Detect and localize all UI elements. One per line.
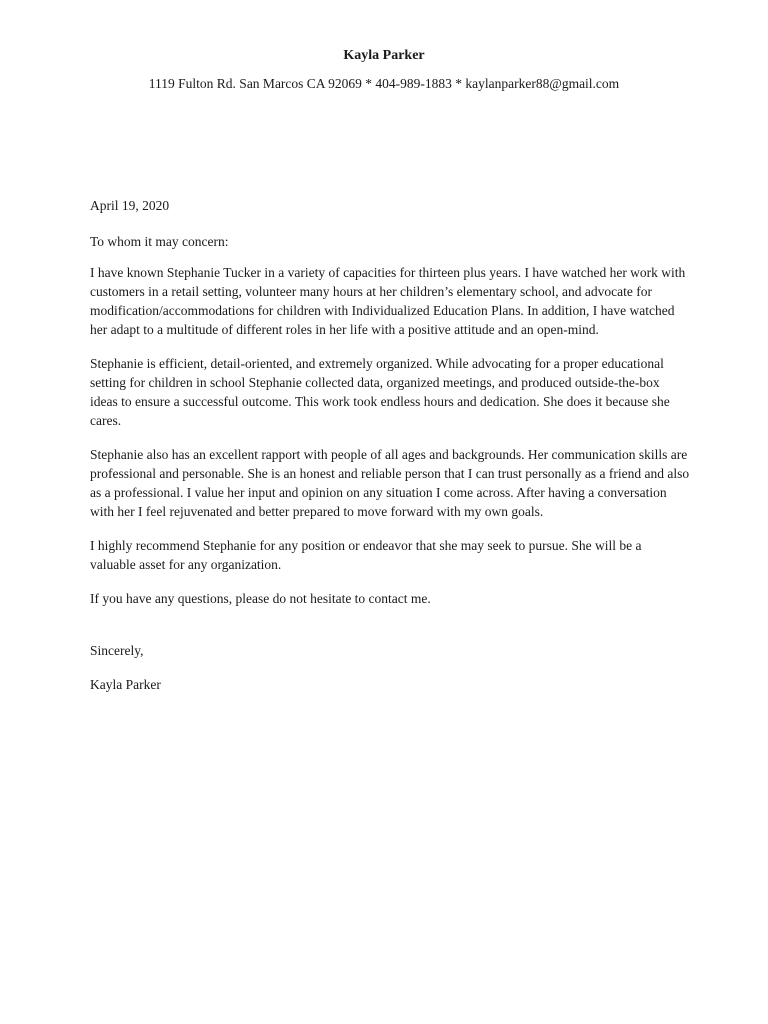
signature-name: Kayla Parker — [90, 677, 161, 692]
letter-body — [90, 196, 690, 694]
sender-contact-line: 1119 Fulton Rd. San Marcos CA 92069 * 404-989-1883 * kaylanparker88@gmail.com — [148, 76, 620, 91]
letterhead — [0, 46, 768, 94]
paragraph-acquaintance: I have known Stephanie Tucker in a variety of capacities for thirteen plus years. I have watched her work with customers in a retail setting, volunteer many hours at her children’s elementary school, and advocate for modification/accommodations for children with Individualized Education Plans. In addition, I have watched her adapt to a multitude of different roles in her life with a positive attitude and an open-mind. — [90, 265, 686, 337]
paragraph-recommendation: I highly recommend Stephanie for any position or endeavor that she may seek to pursue. She will be a valuable asset for any organization. — [90, 538, 642, 572]
sender-name: Kayla Parker — [343, 48, 425, 63]
salutation: To whom it may concern: — [90, 234, 229, 249]
letter-date: April 19, 2020 — [90, 198, 170, 213]
paragraph-qualities: Stephanie is efficient, detail-oriented, and extremely organized. While advocating for a proper educational setting for children in school Stephanie collected data, organized meetings, and produced outside-the-box ideas to ensure a successful outcome. This work took endless hours and dedication. She does it because she cares. — [90, 356, 670, 428]
paragraph-contact: If you have any questions, please do not hesitate to contact me. — [90, 591, 431, 606]
paragraph-rapport: Stephanie also has an excellent rapport with people of all ages and backgrounds. Her communication skills are professional and personable. She is an honest and reliable person that I can trust personally as a friend and also as a professional. I value her input and opinion on any situation I come across. After having a conversation with her I feel rejuvenated and better prepared to move forward with my own goals. — [90, 447, 690, 519]
closing: Sincerely, — [90, 643, 144, 658]
